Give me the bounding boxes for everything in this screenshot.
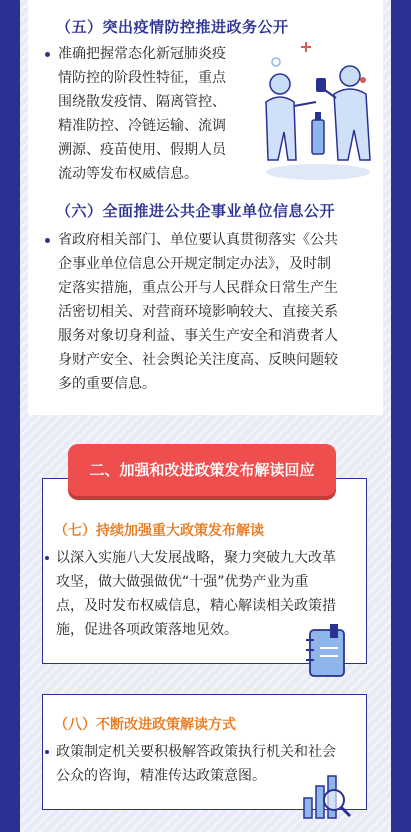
notebook-icon bbox=[300, 624, 352, 682]
section6-line: 省政府相关部门、单位要认真贯彻落实《公共 bbox=[58, 232, 338, 248]
section7-title: （七）持续加强重大政策发布解读 bbox=[54, 523, 264, 539]
chart-magnifier-icon bbox=[298, 770, 354, 822]
section5-line: 流动等发布权威信息。 bbox=[58, 166, 198, 182]
section6-line: 活密切相关、对营商环境影响较大、直接关系 bbox=[58, 304, 338, 320]
left-edge-bar bbox=[0, 0, 20, 832]
section6-line: 多的重要信息。 bbox=[58, 376, 156, 392]
section5-line: 围绕散发疫情、隔离管控、 bbox=[58, 94, 226, 110]
section6-title: （六）全面推进公共企事业单位信息公开 bbox=[56, 202, 336, 220]
section7-line: 点，及时发布权威信息，精心解读相关政策措 bbox=[56, 598, 336, 614]
section5-text bbox=[58, 42, 258, 186]
section6-text bbox=[58, 228, 368, 396]
section8-title: （八）不断改进政策解读方式 bbox=[54, 717, 236, 733]
section7-line: 以深入实施八大发展战略，聚力突破九大改革 bbox=[56, 550, 336, 566]
bullet-dot bbox=[45, 52, 50, 57]
bullet-dot bbox=[45, 750, 49, 754]
section6-line: 服务对象切身利益、事关生产安全和消费者人 bbox=[58, 328, 338, 344]
section-banner: 二、加强和改进政策发布解读回应 bbox=[68, 444, 336, 496]
bullet-dot bbox=[45, 556, 49, 560]
right-edge-bar bbox=[391, 0, 411, 832]
section5-line: 准确把握常态化新冠肺炎疫 bbox=[58, 46, 226, 62]
section6-line: 身财产安全、社会舆论关注度高、反映问题较 bbox=[58, 352, 338, 368]
medical-workers-illustration bbox=[258, 32, 378, 182]
bullet-dot bbox=[45, 238, 50, 243]
section8-line: 公众的咨询，精准传达政策意图。 bbox=[56, 768, 266, 784]
section6-line: 定落实措施，重点公开与人民群众日常生产生 bbox=[58, 280, 338, 296]
section6-line: 企事业单位信息公开规定制定办法》，及时制 bbox=[58, 256, 331, 272]
section7-line: 攻坚，做大做强做优“十强”优势产业为重 bbox=[56, 574, 309, 590]
section5-line: 精准防控、冷链运输、流调 bbox=[58, 118, 226, 134]
section8-line: 政策制定机关要积极解答政策执行机关和社会 bbox=[56, 744, 336, 760]
section5-title: （五）突出疫情防控推进政务公开 bbox=[56, 18, 289, 36]
section5-line: 情防控的阶段性特征，重点 bbox=[58, 70, 226, 86]
section5-line: 溯源、疫苗使用、假期人员 bbox=[58, 142, 226, 158]
section7-line: 施，促进各项政策落地见效。 bbox=[56, 622, 238, 638]
